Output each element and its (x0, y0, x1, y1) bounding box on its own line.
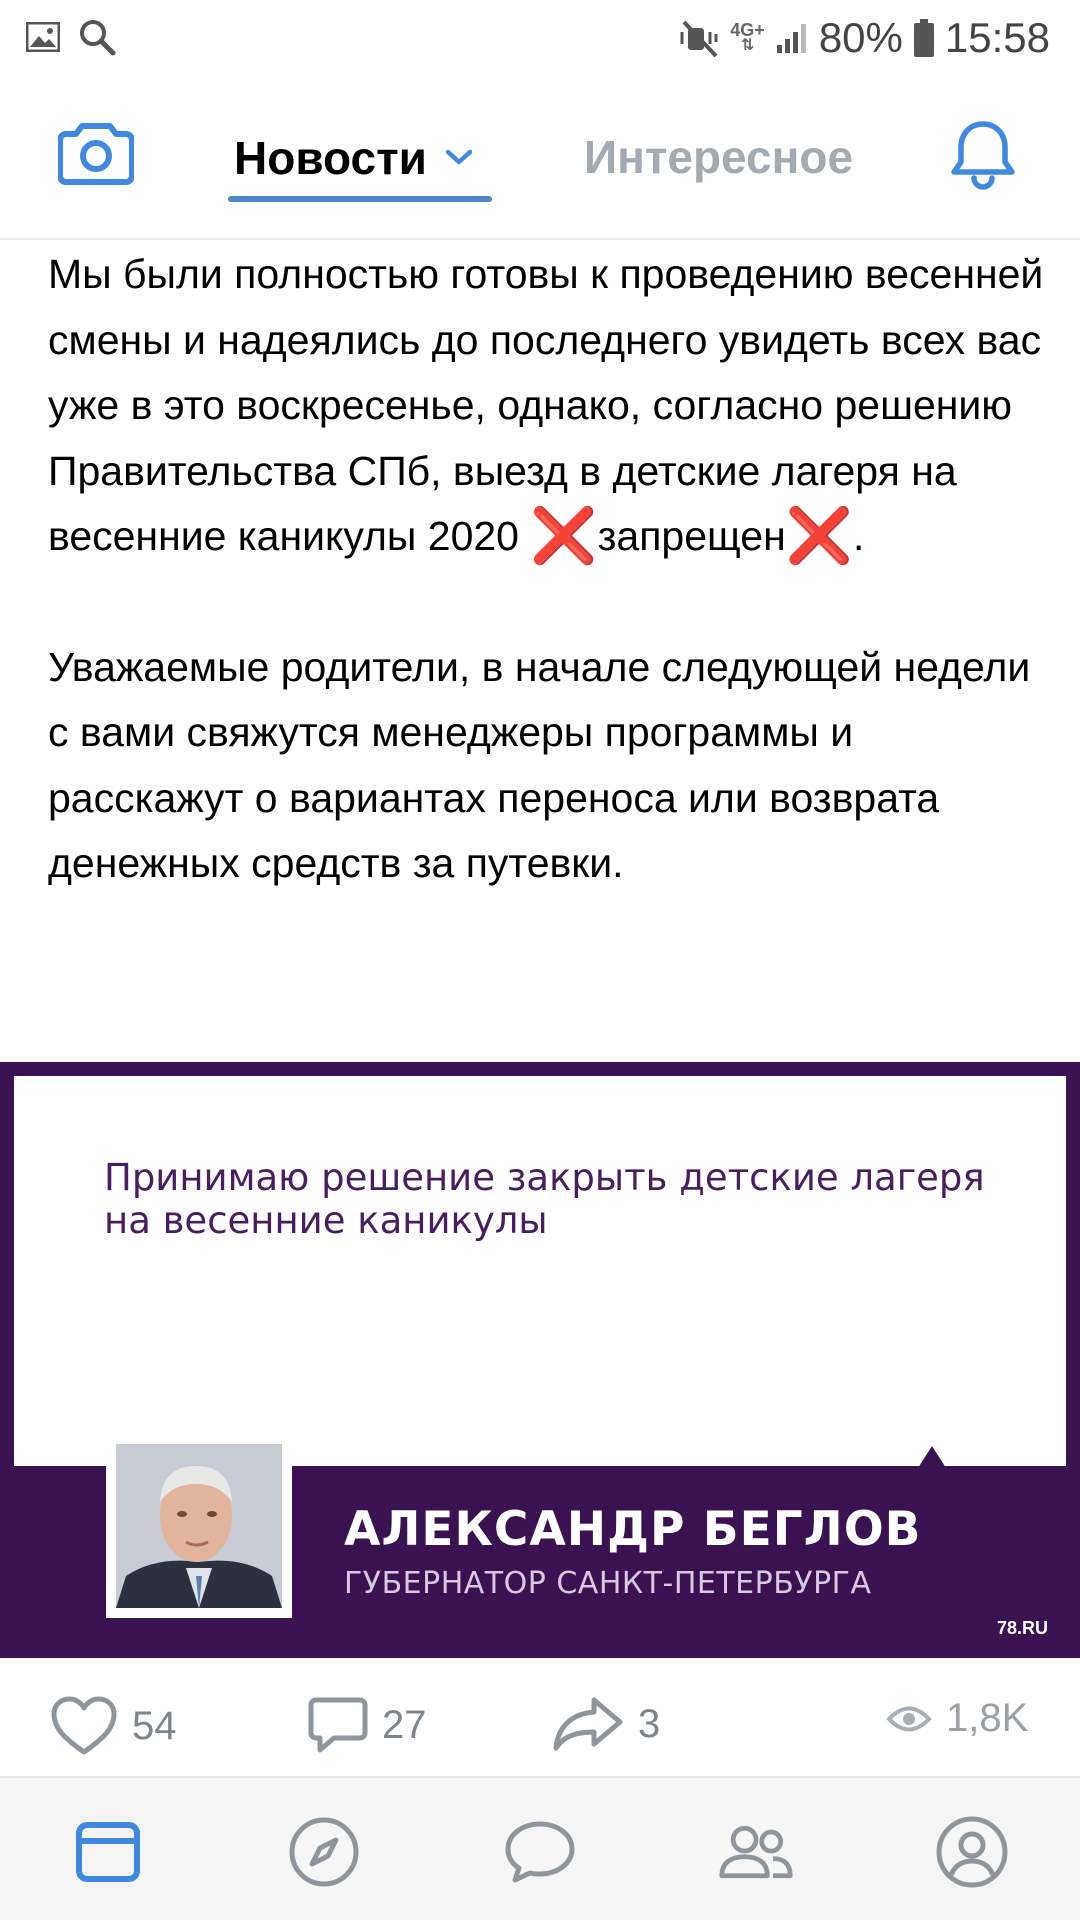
paragraph-text: Мы были полностью готовы к проведению весенней смены и надеялись до последнего увидеть всех вас уже в это воскресенье, однако, согласно решению Правительства СПб, выезд в детские лагеря на весенние каникулы 2020 (48, 251, 1044, 559)
view-count: 1,8K (946, 1696, 1029, 1740)
red-cross-emoji: ❌ (785, 504, 853, 567)
speech-pointer (918, 1446, 946, 1468)
status-bar (0, 0, 1080, 78)
notifications-button[interactable] (948, 118, 1018, 190)
heart-icon (50, 1696, 118, 1756)
like-button[interactable] (50, 1696, 177, 1756)
nav-discover[interactable] (286, 1814, 362, 1890)
camera-icon (58, 118, 134, 186)
views-indicator (886, 1696, 1028, 1741)
profile-icon (935, 1815, 1009, 1889)
bell-icon (948, 118, 1018, 190)
search-icon (78, 18, 116, 56)
battery-percent: 80% (818, 14, 903, 61)
person-title: ГУБЕРНАТОР САНКТ-ПЕТЕРБУРГА (344, 1566, 872, 1601)
network-type: 4G+ (730, 20, 765, 40)
comment-count: 27 (382, 1702, 427, 1747)
emphasis-text: запрещен (597, 513, 786, 559)
nav-profile[interactable] (934, 1814, 1010, 1890)
clock: 15:58 (944, 14, 1050, 61)
chevron-down-icon[interactable] (445, 149, 473, 167)
battery-icon (913, 18, 935, 58)
friends-icon (718, 1821, 794, 1883)
post-actions (0, 1658, 1080, 1776)
nav-news[interactable] (70, 1814, 146, 1890)
tab-interesting[interactable]: Интересное (584, 131, 854, 183)
tab-news[interactable] (234, 128, 473, 188)
compass-icon (288, 1816, 360, 1888)
mute-icon (680, 18, 720, 58)
eye-icon (886, 1702, 932, 1736)
camera-button[interactable] (58, 118, 134, 186)
person-name: АЛЕКСАНДР БЕГЛОВ (344, 1502, 922, 1557)
post-paragraph-2: Уважаемые родители, в начале следующей недели с вами свяжутся менеджеры программы и расскажут о вариантах переноса или возврата денежных средств за путевки. (48, 643, 1031, 886)
quote-panel (14, 1076, 1066, 1466)
gallery-icon (26, 22, 60, 52)
post-paragraph-1 (48, 242, 1048, 570)
person-portrait (116, 1444, 282, 1608)
share-icon (552, 1696, 624, 1752)
bottom-navigation (0, 1776, 1080, 1920)
comment-icon (308, 1696, 368, 1754)
like-count: 54 (132, 1703, 177, 1748)
red-cross-emoji: ❌ (530, 504, 598, 567)
nav-messages[interactable] (502, 1814, 578, 1890)
news-icon (75, 1821, 141, 1883)
network-indicator: 4G+ ⇅ (730, 20, 765, 54)
image-quote: Принимаю решение закрыть детские лагеря на весенние каникулы (104, 1156, 985, 1242)
portrait-photo (106, 1434, 292, 1618)
post-text (48, 242, 1048, 897)
active-tab-indicator (228, 196, 492, 202)
messages-icon (503, 1818, 577, 1886)
tab-news-label: Новости (234, 132, 427, 184)
signal-icon (775, 21, 809, 55)
comment-button[interactable] (308, 1696, 427, 1754)
post-image[interactable] (0, 1062, 1080, 1658)
share-count: 3 (638, 1701, 661, 1746)
top-header (0, 78, 1080, 240)
image-source: 78.RU (996, 1618, 1048, 1638)
paragraph-end: . (853, 513, 865, 559)
nav-friends[interactable] (718, 1814, 794, 1890)
share-button[interactable] (552, 1696, 660, 1752)
